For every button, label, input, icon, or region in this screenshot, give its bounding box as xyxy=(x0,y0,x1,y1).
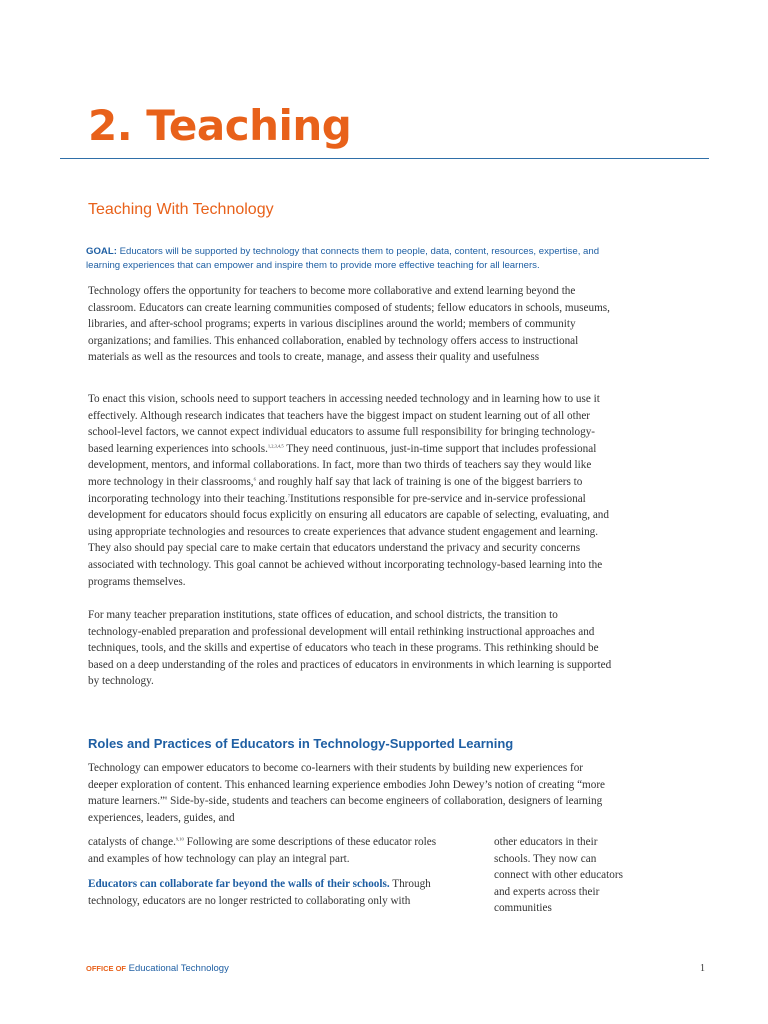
footer-brand xyxy=(86,962,229,976)
goal-statement xyxy=(86,245,631,273)
chapter-title: 2. Teaching xyxy=(88,101,352,150)
roles-p1-text-b: Side-by-side, students and teachers can become engineers of collaboration, designers of learning experiences, leaders, guides, and xyxy=(88,795,603,824)
body-paragraph-1: Technology offers the opportunity for teachers to become more collaborative and extend learning beyond the classroom. Educators can create learning communities composed of students; fellow educators in schools, museums, libraries, and after-school programs; experts in various disciplines around the world; members of community organizations; and families. This enhanced collaboration, enabled by technology offers access to instructional materials as well as the resources and tools to create, manage, and assess their quality and usefulness xyxy=(88,285,610,364)
p2-text-a: To enact this vision, schools need to support teachers in accessing needed technology and in learning how to use it effectively. Although research indicates that teachers have the biggest impact on student learning out of all other school-level factors, we cannot expect individual educators to assume full responsibility for bringing technology-based learning experiences into schools. xyxy=(88,393,600,455)
footer-org: Educational Technology xyxy=(128,963,229,974)
footnote-ref: 8 xyxy=(165,795,168,801)
roles-section-title: Roles and Practices of Educators in Technology-Supported Learning xyxy=(88,736,514,751)
p2-text-b: They need continuous, just-in-time support that includes professional development, mentors, and informal collaborations. In fact, more than two thirds of teachers say they would like more technology in their classrooms, xyxy=(88,442,597,488)
roles-paragraph-2 xyxy=(88,834,452,867)
roles-p3-text: Through technology, educators are no longer restricted to collaborating only with xyxy=(88,878,431,907)
footnote-ref: 6 xyxy=(253,476,256,482)
page-number: 1 xyxy=(700,963,705,974)
footnote-ref: 7 xyxy=(287,492,291,498)
title-divider xyxy=(60,158,709,159)
p2-text-c: and roughly half say that lack of training is one of the biggest barriers to incorporating technology into their teaching. xyxy=(88,475,583,505)
goal-label: GOAL: xyxy=(86,246,117,257)
footer-office: OFFICE OF xyxy=(86,964,126,973)
footnote-ref: 1,2,3,4,5 xyxy=(267,443,284,449)
roles-p2-text-b: Following are some descriptions of these educator roles and examples of how technology can play an integral part. xyxy=(88,836,437,865)
sidebar-column-text: other educators in their schools. They now can connect with other educators and experts across their communities xyxy=(494,836,623,915)
body-paragraph-3: For many teacher preparation institutions, state offices of education, and school districts, the transition to technology-enabled preparation and professional development will entail rethinking instructional approaches and techniques, tools, and the skills and expertise of educators who teach in these programs. This rethinking should be based on a deep understanding of the roles and practices of educators in environments in which learning is supported by technology. xyxy=(88,609,612,688)
footnote-ref: 9,10 xyxy=(175,836,184,842)
roles-p1-text-a: Technology can empower educators to become co-learners with their students by building new experiences for deeper exploration of content. This enhanced learning experience embodies John Dewey’s notion of creating “more mature learners.” xyxy=(88,762,606,808)
roles-p2-text-a: catalysts of change. xyxy=(88,836,176,848)
section-title: Teaching With Technology xyxy=(88,201,274,218)
body-paragraph-2 xyxy=(88,391,612,590)
roles-p3-lead: Educators can collaborate far beyond the walls of their schools. xyxy=(88,878,390,890)
goal-text: Educators will be supported by technology that connects them to people, data, content, resources, expertise, and learning experiences that can empower and inspire them to provide more effective teaching for all learners. xyxy=(86,246,600,271)
roles-paragraph-3 xyxy=(88,876,460,909)
p2-text-d: Institutions responsible for pre-service and in-service professional development for educators should focus explicitly on ensuring all educators are capable of selecting, evaluating, and using appropriate technologies and resources to create experiences that advance student engagement and learning. They also should pay special care to make certain that educators understand the privacy and security concerns associated with technology. This goal cannot be achieved without incorporating technology-based learning into the programs themselves. xyxy=(88,492,609,588)
roles-paragraph-1 xyxy=(88,760,612,826)
